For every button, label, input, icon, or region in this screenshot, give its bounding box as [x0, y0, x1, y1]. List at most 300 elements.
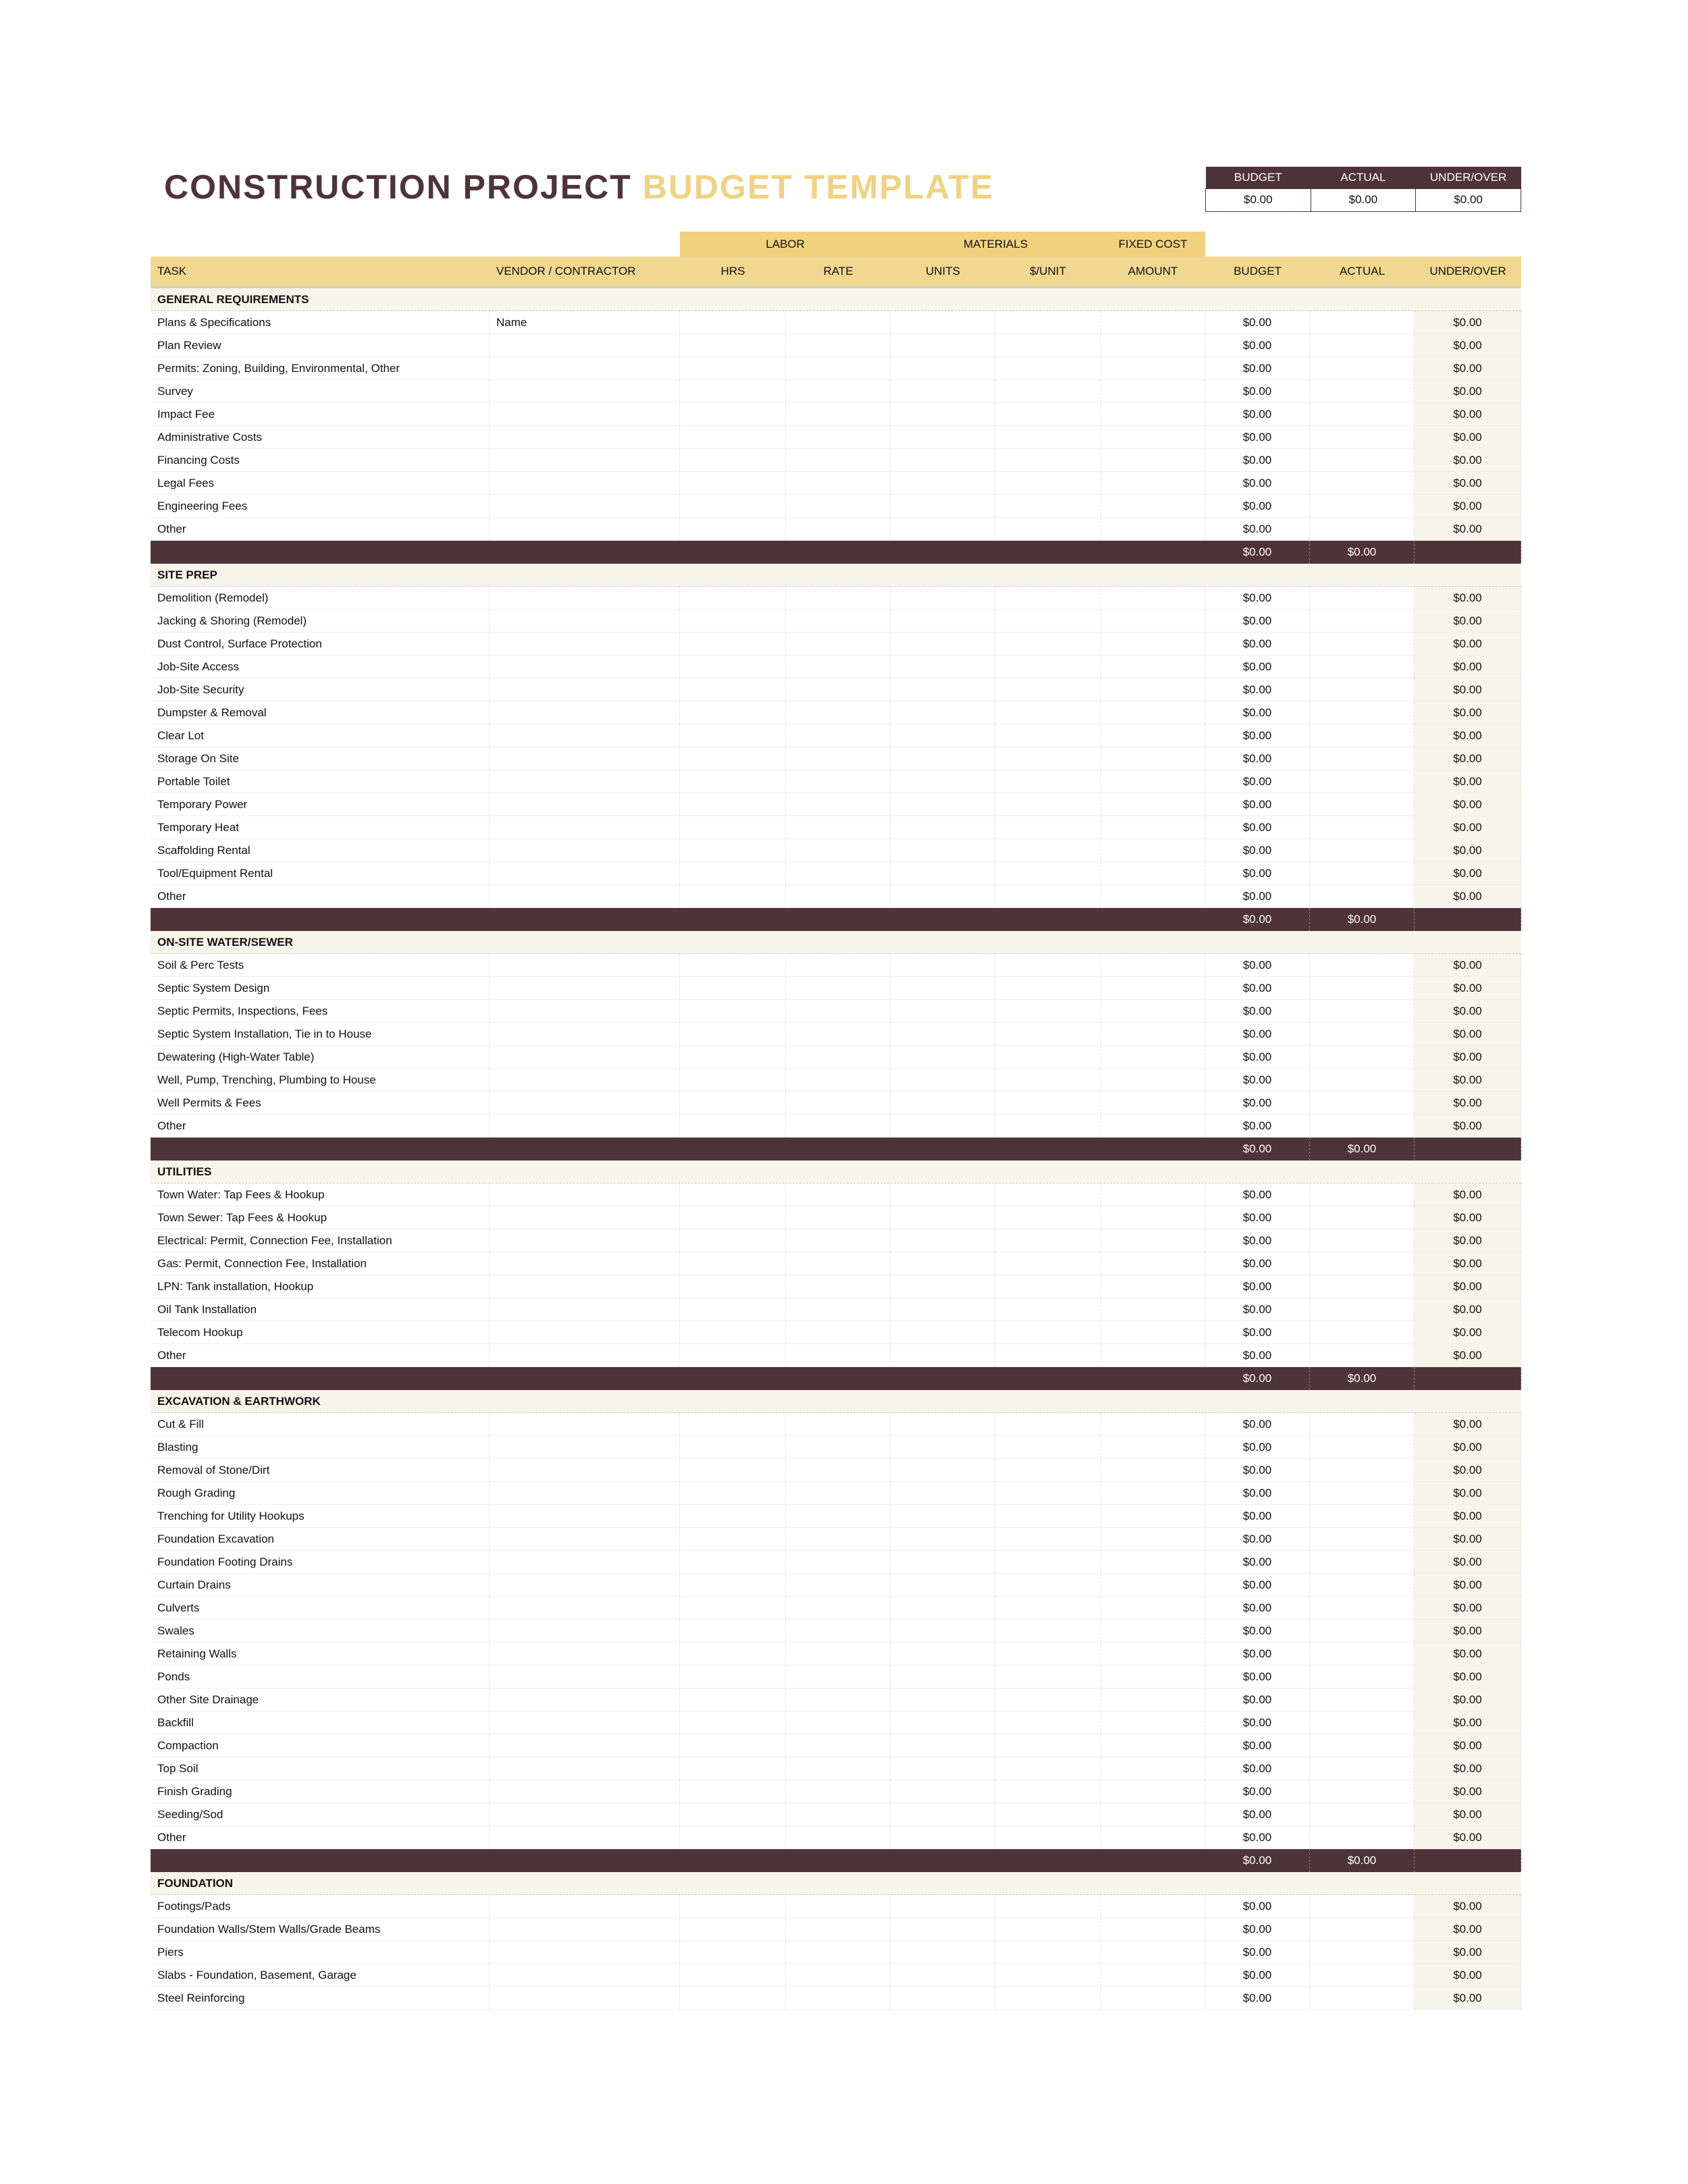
actual-cell[interactable] — [1310, 1298, 1415, 1321]
unit-price-cell[interactable] — [995, 1069, 1101, 1091]
rate-cell[interactable] — [786, 793, 891, 816]
hrs-cell[interactable] — [680, 1734, 786, 1757]
task-cell[interactable]: Temporary Heat — [151, 816, 490, 838]
actual-cell[interactable] — [1310, 1688, 1415, 1711]
vendor-cell[interactable] — [490, 1229, 680, 1252]
vendor-cell[interactable] — [490, 357, 680, 379]
actual-cell[interactable] — [1310, 472, 1415, 494]
amount-cell[interactable] — [1101, 1666, 1205, 1688]
actual-cell[interactable] — [1310, 403, 1415, 425]
units-cell[interactable] — [891, 1757, 995, 1780]
task-cell[interactable]: Jacking & Shoring (Remodel) — [151, 610, 490, 632]
actual-cell[interactable] — [1310, 1046, 1415, 1068]
task-cell[interactable]: Culverts — [151, 1597, 490, 1619]
units-cell[interactable] — [891, 977, 995, 999]
rate-cell[interactable] — [786, 1252, 891, 1275]
unit-price-cell[interactable] — [995, 1620, 1101, 1642]
rate-cell[interactable] — [786, 1688, 891, 1711]
rate-cell[interactable] — [786, 1574, 891, 1596]
unit-price-cell[interactable] — [995, 1183, 1101, 1206]
rate-cell[interactable] — [786, 633, 891, 655]
amount-cell[interactable] — [1101, 1734, 1205, 1757]
hrs-cell[interactable] — [680, 1803, 786, 1826]
task-cell[interactable]: Dewatering (High-Water Table) — [151, 1046, 490, 1068]
rate-cell[interactable] — [786, 977, 891, 999]
units-cell[interactable] — [891, 770, 995, 793]
vendor-cell[interactable] — [490, 472, 680, 494]
units-cell[interactable] — [891, 1666, 995, 1688]
unit-price-cell[interactable] — [995, 1734, 1101, 1757]
actual-cell[interactable] — [1310, 495, 1415, 517]
task-cell[interactable]: Removal of Stone/Dirt — [151, 1459, 490, 1481]
unit-price-cell[interactable] — [995, 1597, 1101, 1619]
task-cell[interactable]: Rough Grading — [151, 1482, 490, 1504]
unit-price-cell[interactable] — [995, 1643, 1101, 1665]
actual-cell[interactable] — [1310, 1183, 1415, 1206]
actual-cell[interactable] — [1310, 1826, 1415, 1848]
actual-cell[interactable] — [1310, 1023, 1415, 1045]
hrs-cell[interactable] — [680, 610, 786, 632]
vendor-cell[interactable] — [490, 1666, 680, 1688]
hrs-cell[interactable] — [680, 1229, 786, 1252]
unit-price-cell[interactable] — [995, 1895, 1101, 1917]
actual-cell[interactable] — [1310, 1620, 1415, 1642]
rate-cell[interactable] — [786, 678, 891, 701]
units-cell[interactable] — [891, 610, 995, 632]
unit-price-cell[interactable] — [995, 1666, 1101, 1688]
vendor-cell[interactable] — [490, 426, 680, 448]
units-cell[interactable] — [891, 1092, 995, 1114]
actual-cell[interactable] — [1310, 1505, 1415, 1527]
units-cell[interactable] — [891, 1528, 995, 1550]
unit-price-cell[interactable] — [995, 977, 1101, 999]
task-cell[interactable]: Slabs - Foundation, Basement, Garage — [151, 1964, 490, 1986]
units-cell[interactable] — [891, 495, 995, 517]
task-cell[interactable]: Other — [151, 885, 490, 907]
vendor-cell[interactable] — [490, 862, 680, 884]
task-cell[interactable]: Permits: Zoning, Building, Environmental, Other — [151, 357, 490, 379]
amount-cell[interactable] — [1101, 678, 1205, 701]
amount-cell[interactable] — [1101, 1964, 1205, 1986]
units-cell[interactable] — [891, 426, 995, 448]
actual-cell[interactable] — [1310, 587, 1415, 609]
vendor-cell[interactable] — [490, 1183, 680, 1206]
actual-cell[interactable] — [1310, 724, 1415, 747]
hrs-cell[interactable] — [680, 1551, 786, 1573]
hrs-cell[interactable] — [680, 1482, 786, 1504]
amount-cell[interactable] — [1101, 1803, 1205, 1826]
task-cell[interactable]: Piers — [151, 1941, 490, 1963]
hrs-cell[interactable] — [680, 357, 786, 379]
hrs-cell[interactable] — [680, 1987, 786, 2009]
units-cell[interactable] — [891, 701, 995, 724]
hrs-cell[interactable] — [680, 701, 786, 724]
units-cell[interactable] — [891, 656, 995, 678]
task-cell[interactable]: Other Site Drainage — [151, 1688, 490, 1711]
actual-cell[interactable] — [1310, 1666, 1415, 1688]
vendor-cell[interactable] — [490, 1757, 680, 1780]
unit-price-cell[interactable] — [995, 862, 1101, 884]
rate-cell[interactable] — [786, 839, 891, 861]
unit-price-cell[interactable] — [995, 334, 1101, 356]
units-cell[interactable] — [891, 1344, 995, 1366]
vendor-cell[interactable] — [490, 518, 680, 540]
task-cell[interactable]: Seeding/Sod — [151, 1803, 490, 1826]
hrs-cell[interactable] — [680, 334, 786, 356]
vendor-cell[interactable] — [490, 1734, 680, 1757]
task-cell[interactable]: Demolition (Remodel) — [151, 587, 490, 609]
hrs-cell[interactable] — [680, 839, 786, 861]
hrs-cell[interactable] — [680, 518, 786, 540]
task-cell[interactable]: Other — [151, 1826, 490, 1848]
units-cell[interactable] — [891, 1505, 995, 1527]
unit-price-cell[interactable] — [995, 1505, 1101, 1527]
amount-cell[interactable] — [1101, 816, 1205, 838]
unit-price-cell[interactable] — [995, 1918, 1101, 1940]
amount-cell[interactable] — [1101, 472, 1205, 494]
hrs-cell[interactable] — [680, 1688, 786, 1711]
actual-cell[interactable] — [1310, 816, 1415, 838]
amount-cell[interactable] — [1101, 656, 1205, 678]
vendor-cell[interactable] — [490, 816, 680, 838]
rate-cell[interactable] — [786, 426, 891, 448]
actual-cell[interactable] — [1310, 1780, 1415, 1803]
vendor-cell[interactable]: Name — [490, 311, 680, 334]
actual-cell[interactable] — [1310, 1643, 1415, 1665]
task-cell[interactable]: Impact Fee — [151, 403, 490, 425]
vendor-cell[interactable] — [490, 1436, 680, 1458]
task-cell[interactable]: Survey — [151, 380, 490, 402]
units-cell[interactable] — [891, 403, 995, 425]
hrs-cell[interactable] — [680, 816, 786, 838]
task-cell[interactable]: Dumpster & Removal — [151, 701, 490, 724]
hrs-cell[interactable] — [680, 1574, 786, 1596]
task-cell[interactable]: Telecom Hookup — [151, 1321, 490, 1343]
task-cell[interactable]: Town Sewer: Tap Fees & Hookup — [151, 1206, 490, 1229]
rate-cell[interactable] — [786, 1734, 891, 1757]
rate-cell[interactable] — [786, 816, 891, 838]
hrs-cell[interactable] — [680, 1757, 786, 1780]
amount-cell[interactable] — [1101, 357, 1205, 379]
hrs-cell[interactable] — [680, 633, 786, 655]
task-cell[interactable]: Footings/Pads — [151, 1895, 490, 1917]
amount-cell[interactable] — [1101, 839, 1205, 861]
units-cell[interactable] — [891, 633, 995, 655]
unit-price-cell[interactable] — [995, 587, 1101, 609]
hrs-cell[interactable] — [680, 426, 786, 448]
amount-cell[interactable] — [1101, 518, 1205, 540]
amount-cell[interactable] — [1101, 1620, 1205, 1642]
rate-cell[interactable] — [786, 862, 891, 884]
amount-cell[interactable] — [1101, 1711, 1205, 1734]
hrs-cell[interactable] — [680, 1413, 786, 1435]
task-cell[interactable]: Legal Fees — [151, 472, 490, 494]
amount-cell[interactable] — [1101, 1574, 1205, 1596]
actual-cell[interactable] — [1310, 1803, 1415, 1826]
rate-cell[interactable] — [786, 1964, 891, 1986]
vendor-cell[interactable] — [490, 495, 680, 517]
hrs-cell[interactable] — [680, 1597, 786, 1619]
task-cell[interactable]: Financing Costs — [151, 449, 490, 471]
actual-cell[interactable] — [1310, 770, 1415, 793]
task-cell[interactable]: Town Water: Tap Fees & Hookup — [151, 1183, 490, 1206]
task-cell[interactable]: Top Soil — [151, 1757, 490, 1780]
hrs-cell[interactable] — [680, 1298, 786, 1321]
actual-cell[interactable] — [1310, 678, 1415, 701]
units-cell[interactable] — [891, 1482, 995, 1504]
unit-price-cell[interactable] — [995, 357, 1101, 379]
vendor-cell[interactable] — [490, 1459, 680, 1481]
units-cell[interactable] — [891, 862, 995, 884]
unit-price-cell[interactable] — [995, 885, 1101, 907]
amount-cell[interactable] — [1101, 311, 1205, 334]
unit-price-cell[interactable] — [995, 1229, 1101, 1252]
task-cell[interactable]: Oil Tank Installation — [151, 1298, 490, 1321]
amount-cell[interactable] — [1101, 701, 1205, 724]
rate-cell[interactable] — [786, 1298, 891, 1321]
rate-cell[interactable] — [786, 1344, 891, 1366]
task-cell[interactable]: Cut & Fill — [151, 1413, 490, 1435]
amount-cell[interactable] — [1101, 747, 1205, 770]
hrs-cell[interactable] — [680, 1252, 786, 1275]
vendor-cell[interactable] — [490, 1574, 680, 1596]
task-cell[interactable]: Plans & Specifications — [151, 311, 490, 334]
task-cell[interactable]: Septic System Design — [151, 977, 490, 999]
hrs-cell[interactable] — [680, 1115, 786, 1137]
task-cell[interactable]: Job-Site Security — [151, 678, 490, 701]
vendor-cell[interactable] — [490, 403, 680, 425]
hrs-cell[interactable] — [680, 747, 786, 770]
hrs-cell[interactable] — [680, 403, 786, 425]
amount-cell[interactable] — [1101, 1436, 1205, 1458]
unit-price-cell[interactable] — [995, 1964, 1101, 1986]
hrs-cell[interactable] — [680, 1941, 786, 1963]
amount-cell[interactable] — [1101, 1688, 1205, 1711]
vendor-cell[interactable] — [490, 587, 680, 609]
hrs-cell[interactable] — [680, 1206, 786, 1229]
hrs-cell[interactable] — [680, 1780, 786, 1803]
amount-cell[interactable] — [1101, 977, 1205, 999]
rate-cell[interactable] — [786, 403, 891, 425]
unit-price-cell[interactable] — [995, 311, 1101, 334]
task-cell[interactable]: Storage On Site — [151, 747, 490, 770]
hrs-cell[interactable] — [680, 885, 786, 907]
hrs-cell[interactable] — [680, 449, 786, 471]
amount-cell[interactable] — [1101, 770, 1205, 793]
rate-cell[interactable] — [786, 1643, 891, 1665]
task-cell[interactable]: Compaction — [151, 1734, 490, 1757]
amount-cell[interactable] — [1101, 954, 1205, 976]
actual-cell[interactable] — [1310, 1895, 1415, 1917]
task-cell[interactable]: Gas: Permit, Connection Fee, Installation — [151, 1252, 490, 1275]
task-cell[interactable]: Tool/Equipment Rental — [151, 862, 490, 884]
units-cell[interactable] — [891, 1115, 995, 1137]
unit-price-cell[interactable] — [995, 839, 1101, 861]
vendor-cell[interactable] — [490, 449, 680, 471]
unit-price-cell[interactable] — [995, 403, 1101, 425]
units-cell[interactable] — [891, 1252, 995, 1275]
vendor-cell[interactable] — [490, 1688, 680, 1711]
hrs-cell[interactable] — [680, 1069, 786, 1091]
hrs-cell[interactable] — [680, 1826, 786, 1848]
unit-price-cell[interactable] — [995, 633, 1101, 655]
vendor-cell[interactable] — [490, 793, 680, 816]
task-cell[interactable]: Foundation Walls/Stem Walls/Grade Beams — [151, 1918, 490, 1940]
rate-cell[interactable] — [786, 1206, 891, 1229]
amount-cell[interactable] — [1101, 1069, 1205, 1091]
actual-cell[interactable] — [1310, 357, 1415, 379]
hrs-cell[interactable] — [680, 1918, 786, 1940]
unit-price-cell[interactable] — [995, 793, 1101, 816]
vendor-cell[interactable] — [490, 610, 680, 632]
vendor-cell[interactable] — [490, 977, 680, 999]
hrs-cell[interactable] — [680, 1321, 786, 1343]
actual-cell[interactable] — [1310, 656, 1415, 678]
vendor-cell[interactable] — [490, 1092, 680, 1114]
vendor-cell[interactable] — [490, 885, 680, 907]
unit-price-cell[interactable] — [995, 518, 1101, 540]
units-cell[interactable] — [891, 518, 995, 540]
task-cell[interactable]: Soil & Perc Tests — [151, 954, 490, 976]
amount-cell[interactable] — [1101, 1643, 1205, 1665]
actual-cell[interactable] — [1310, 1436, 1415, 1458]
unit-price-cell[interactable] — [995, 1757, 1101, 1780]
units-cell[interactable] — [891, 793, 995, 816]
actual-cell[interactable] — [1310, 426, 1415, 448]
rate-cell[interactable] — [786, 610, 891, 632]
amount-cell[interactable] — [1101, 1229, 1205, 1252]
amount-cell[interactable] — [1101, 1115, 1205, 1137]
rate-cell[interactable] — [786, 1115, 891, 1137]
units-cell[interactable] — [891, 1023, 995, 1045]
vendor-cell[interactable] — [490, 1046, 680, 1068]
unit-price-cell[interactable] — [995, 656, 1101, 678]
units-cell[interactable] — [891, 1941, 995, 1963]
unit-price-cell[interactable] — [995, 1574, 1101, 1596]
vendor-cell[interactable] — [490, 334, 680, 356]
vendor-cell[interactable] — [490, 1206, 680, 1229]
vendor-cell[interactable] — [490, 1023, 680, 1045]
amount-cell[interactable] — [1101, 793, 1205, 816]
rate-cell[interactable] — [786, 1666, 891, 1688]
units-cell[interactable] — [891, 1826, 995, 1848]
amount-cell[interactable] — [1101, 1252, 1205, 1275]
task-cell[interactable]: Ponds — [151, 1666, 490, 1688]
actual-cell[interactable] — [1310, 1229, 1415, 1252]
units-cell[interactable] — [891, 1597, 995, 1619]
hrs-cell[interactable] — [680, 380, 786, 402]
unit-price-cell[interactable] — [995, 1206, 1101, 1229]
unit-price-cell[interactable] — [995, 1275, 1101, 1298]
unit-price-cell[interactable] — [995, 380, 1101, 402]
task-cell[interactable]: Septic Permits, Inspections, Fees — [151, 1000, 490, 1022]
amount-cell[interactable] — [1101, 862, 1205, 884]
units-cell[interactable] — [891, 816, 995, 838]
actual-cell[interactable] — [1310, 1252, 1415, 1275]
amount-cell[interactable] — [1101, 1551, 1205, 1573]
amount-cell[interactable] — [1101, 1413, 1205, 1435]
actual-cell[interactable] — [1310, 1069, 1415, 1091]
hrs-cell[interactable] — [680, 472, 786, 494]
rate-cell[interactable] — [786, 724, 891, 747]
unit-price-cell[interactable] — [995, 816, 1101, 838]
rate-cell[interactable] — [786, 1023, 891, 1045]
unit-price-cell[interactable] — [995, 1115, 1101, 1137]
vendor-cell[interactable] — [490, 656, 680, 678]
units-cell[interactable] — [891, 1413, 995, 1435]
rate-cell[interactable] — [786, 1505, 891, 1527]
units-cell[interactable] — [891, 357, 995, 379]
vendor-cell[interactable] — [490, 1987, 680, 2009]
task-cell[interactable]: Foundation Footing Drains — [151, 1551, 490, 1573]
vendor-cell[interactable] — [490, 633, 680, 655]
units-cell[interactable] — [891, 1643, 995, 1665]
units-cell[interactable] — [891, 1000, 995, 1022]
unit-price-cell[interactable] — [995, 1941, 1101, 1963]
amount-cell[interactable] — [1101, 426, 1205, 448]
hrs-cell[interactable] — [680, 1505, 786, 1527]
amount-cell[interactable] — [1101, 1941, 1205, 1963]
units-cell[interactable] — [891, 1918, 995, 1940]
actual-cell[interactable] — [1310, 1574, 1415, 1596]
hrs-cell[interactable] — [680, 1666, 786, 1688]
units-cell[interactable] — [891, 1964, 995, 1986]
task-cell[interactable]: Well Permits & Fees — [151, 1092, 490, 1114]
task-cell[interactable]: Engineering Fees — [151, 495, 490, 517]
units-cell[interactable] — [891, 1229, 995, 1252]
actual-cell[interactable] — [1310, 633, 1415, 655]
unit-price-cell[interactable] — [995, 472, 1101, 494]
amount-cell[interactable] — [1101, 587, 1205, 609]
units-cell[interactable] — [891, 954, 995, 976]
vendor-cell[interactable] — [490, 839, 680, 861]
vendor-cell[interactable] — [490, 1069, 680, 1091]
actual-cell[interactable] — [1310, 380, 1415, 402]
amount-cell[interactable] — [1101, 1826, 1205, 1848]
vendor-cell[interactable] — [490, 1252, 680, 1275]
vendor-cell[interactable] — [490, 1413, 680, 1435]
amount-cell[interactable] — [1101, 1344, 1205, 1366]
vendor-cell[interactable] — [490, 1597, 680, 1619]
actual-cell[interactable] — [1310, 885, 1415, 907]
amount-cell[interactable] — [1101, 724, 1205, 747]
amount-cell[interactable] — [1101, 380, 1205, 402]
units-cell[interactable] — [891, 1574, 995, 1596]
hrs-cell[interactable] — [680, 1620, 786, 1642]
rate-cell[interactable] — [786, 587, 891, 609]
actual-cell[interactable] — [1310, 1711, 1415, 1734]
vendor-cell[interactable] — [490, 380, 680, 402]
hrs-cell[interactable] — [680, 311, 786, 334]
task-cell[interactable]: Blasting — [151, 1436, 490, 1458]
units-cell[interactable] — [891, 380, 995, 402]
units-cell[interactable] — [891, 1551, 995, 1573]
hrs-cell[interactable] — [680, 770, 786, 793]
units-cell[interactable] — [891, 1298, 995, 1321]
hrs-cell[interactable] — [680, 1528, 786, 1550]
amount-cell[interactable] — [1101, 1528, 1205, 1550]
actual-cell[interactable] — [1310, 1206, 1415, 1229]
amount-cell[interactable] — [1101, 1183, 1205, 1206]
units-cell[interactable] — [891, 449, 995, 471]
rate-cell[interactable] — [786, 747, 891, 770]
vendor-cell[interactable] — [490, 1528, 680, 1550]
rate-cell[interactable] — [786, 1069, 891, 1091]
task-cell[interactable]: Plan Review — [151, 334, 490, 356]
actual-cell[interactable] — [1310, 518, 1415, 540]
unit-price-cell[interactable] — [995, 747, 1101, 770]
task-cell[interactable]: Clear Lot — [151, 724, 490, 747]
